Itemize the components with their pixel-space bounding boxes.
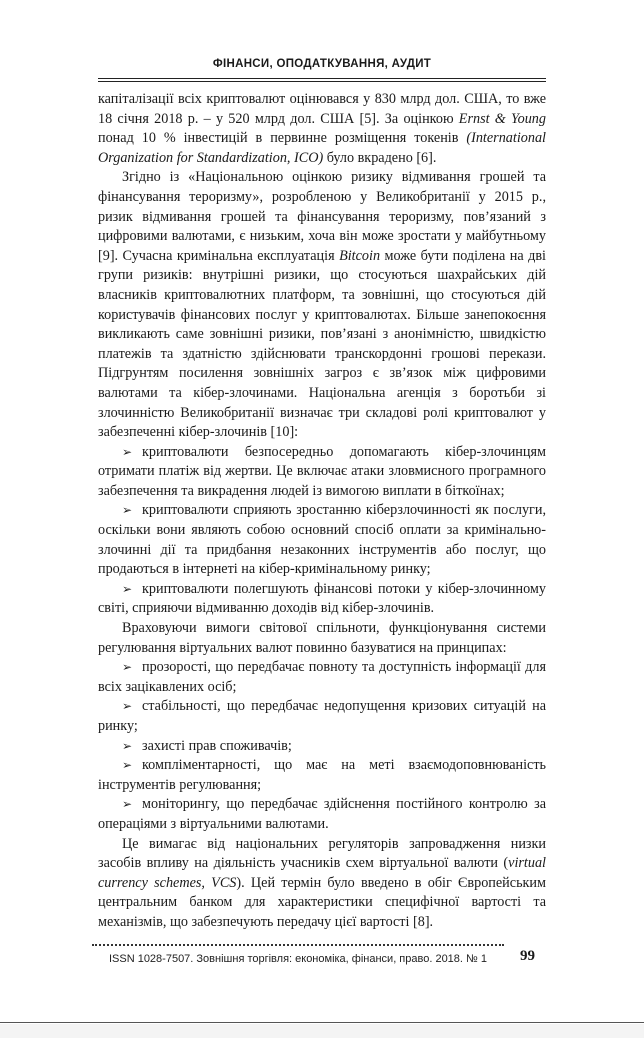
text-run: прозорості, що передбачає повноту та доступність інформації для всіх зацікавлених осіб;: [98, 659, 546, 695]
paragraph: [98, 168, 546, 442]
text-run: було вкрадено [6].: [323, 149, 437, 166]
text-run: компліментарності, що має на меті взаємодоповнюваність інструментів регулювання;: [98, 757, 546, 793]
text-run: може бути поділена на дві групи ризиків: внутрішні ризики, що стосуються шахрайських дій власників криптовалютних платформ, та зовнішні, що стосуються дій користувачів фінансових послуг у криптовалютах. Більше занепокоєння викликають саме зовнішні ризики, пов’язані з анонімністю, швидкістю платежів та здатністю здійснювати транскордонні грошові перекази. Підгрунтям посилення зовнішніх загроз є зв’язок між цифровими валютами та кібер-злочинами. Національна агенція з боротьби зі злочинністю Великобританії визначає три складові ролі криптовалют у забезпеченні кібер-злочинів [10]:: [98, 247, 546, 441]
bullet-arrow-icon: ➢: [122, 444, 133, 459]
scan-edge: [0, 1024, 644, 1038]
text-run: Згідно із «Національною оцінкою ризику відмивання грошей та фінансування тероризму», розробленою у Великобританії у 2015 р., ризик відмивання грошей та фінансування тероризму, пов’язаний з цифровими валютами, є низьким, хоча він може зростати у майбутньому [9]. Сучасна кримінальна експлуатація: [98, 169, 546, 264]
bullet-item: [98, 795, 546, 834]
text-run: ). Цей термін було введено в обіг Європейським центральним банком для характеристики специфічної вартості та механізмів, що забезпечують передачу цієї вартості [8].: [98, 874, 547, 930]
italic-term: Ernst & Young: [458, 110, 546, 127]
bullet-arrow-icon: ➢: [122, 660, 133, 675]
italic-term: virtual currency schemes, VCS: [98, 855, 546, 891]
header-rule-thin: [98, 81, 546, 82]
bullet-item: [98, 697, 546, 736]
running-header: ФІНАНСИ, ОПОДАТКУВАННЯ, АУДИТ: [212, 58, 432, 70]
text-run: моніторингу, що передбачає здійснення постійного контролю за операціями з віртуальними валютами.: [98, 796, 546, 832]
bullet-arrow-icon: ➢: [122, 758, 133, 773]
paragraph: [98, 90, 546, 168]
bullet-arrow-icon: ➢: [122, 699, 133, 714]
text-run: Це вимагає від національних регуляторів запровадження низки засобів впливу на діяльність учасників схем віртуальної валюти (: [98, 835, 546, 872]
footer-journal-info: ISSN 1028-7507. Зовнішня торгівля: економіка, фінанси, право. 2018. № 1: [108, 953, 488, 965]
text-run: криптовалюти безпосередньо допомагають кібер-злочинцям отримати платіж від жертви. Це включає атаки зловмисного програмного забезпечення та викрадення людей із вимогою виплати в біткоїнах;: [98, 443, 546, 499]
italic-term: Bitcoin: [339, 247, 381, 264]
text-run: криптовалюти полегшують фінансові потоки у кібер-злочинному світі, сприяючи відмиванню доходів від кібер-злочинів.: [98, 580, 546, 617]
bullet-arrow-icon: ➢: [122, 503, 133, 518]
text-run: захисті прав споживачів;: [142, 737, 292, 754]
bullet-arrow-icon: ➢: [122, 797, 133, 812]
paragraph: [98, 835, 546, 933]
scan-edge-line: [0, 1022, 644, 1023]
header-rule: [98, 78, 546, 79]
bullet-item: [98, 443, 546, 502]
bullet-item: [98, 658, 546, 697]
bullet-item: [98, 580, 546, 619]
text-run: понад 10 % інвестицій в первинне розміщення токенів: [98, 130, 467, 147]
bullet-item: [98, 737, 546, 757]
page-number: 99: [520, 948, 535, 964]
italic-term: (International Organization for Standardization, ICO): [98, 130, 546, 166]
bullet-item: [98, 501, 546, 579]
paragraph: [98, 619, 546, 658]
text-run: капіталізації всіх криптовалют оцінювався у 830 млрд дол. США, то вже 18 січня 2018 р. – у 520 млрд дол. США [5]. За оцінкою: [98, 91, 546, 127]
article-body: [98, 90, 546, 933]
text-run: стабільності, що передбачає недопущення кризових ситуацій на ринку;: [98, 698, 546, 734]
text-run: криптовалюти сприяють зростанню кіберзлочинності як послуги, оскільки вони являють собою основний спосіб оплати за кримінально-злочинні дії та придбання незаконних інструментів або послуг, що продаються в інтернеті на кібер-кримінальному ринку;: [98, 502, 546, 578]
bullet-item: [98, 756, 546, 795]
bullet-arrow-icon: ➢: [122, 738, 133, 753]
footer-dotted-rule: [92, 944, 504, 946]
text-run: Враховуючи вимоги світової спільноти, функціонування системи регулювання віртуальних валют повинно базуватися на принципах:: [98, 620, 546, 656]
bullet-arrow-icon: ➢: [122, 581, 133, 596]
